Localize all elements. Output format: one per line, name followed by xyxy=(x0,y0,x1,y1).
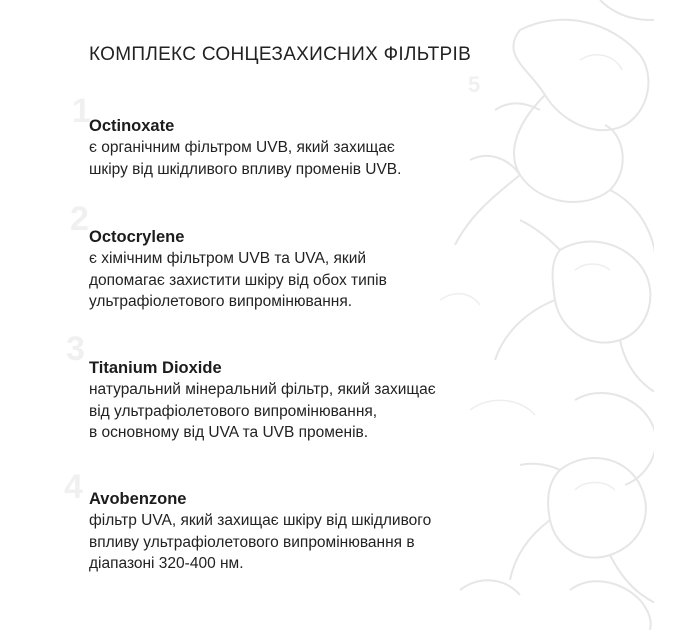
description-line: є органічним фільтром UVB, який захищає xyxy=(89,139,395,156)
section-number-marker: 5 xyxy=(468,72,481,97)
filter-item-avobenzone xyxy=(89,488,549,575)
filter-description xyxy=(89,137,549,180)
filter-description xyxy=(89,510,549,575)
right-edge xyxy=(654,0,680,630)
filter-name: Avobenzone xyxy=(89,490,187,508)
filter-description xyxy=(89,379,549,444)
description-line: діапазоні 320-400 нм. xyxy=(89,555,244,572)
filter-item-titanium-dioxide xyxy=(89,357,549,444)
filter-item-octocrylene xyxy=(89,226,549,313)
section-number-marker: 1 xyxy=(72,92,91,130)
description-line: є хімічним фільтром UVB та UVA, який xyxy=(89,250,367,267)
filter-name: Titanium Dioxide xyxy=(89,359,222,377)
section-number-marker: 3 xyxy=(66,330,85,368)
section-number-marker: 4 xyxy=(64,468,83,506)
page-title: КОМПЛЕКС СОНЦЕЗАХИСНИХ ФІЛЬТРІВ xyxy=(89,44,472,65)
filter-name: Octinoxate xyxy=(89,117,175,135)
filter-item-octinoxate xyxy=(89,115,549,180)
description-line: натуральний мінеральний фільтр, який захищає xyxy=(89,381,436,398)
description-line: допомагає захистити шкіру від обох типів xyxy=(89,271,387,289)
description-line: ультрафіолетового випромінювання. xyxy=(89,293,353,310)
description-line: впливу ультрафіолетового випромінювання в xyxy=(89,533,415,551)
description-line: від ультрафіолетового випромінювання, xyxy=(89,402,378,420)
filter-name: Octocrylene xyxy=(89,228,185,246)
description-line: фільтр UVA, який захищає шкіру від шкідливого xyxy=(89,512,432,529)
description-line: в основному від UVA та UVB променів. xyxy=(89,424,369,441)
filter-description xyxy=(89,248,549,313)
section-number-marker: 2 xyxy=(70,200,89,238)
description-line: шкіру від шкідливого впливу променів UVB. xyxy=(89,160,402,178)
